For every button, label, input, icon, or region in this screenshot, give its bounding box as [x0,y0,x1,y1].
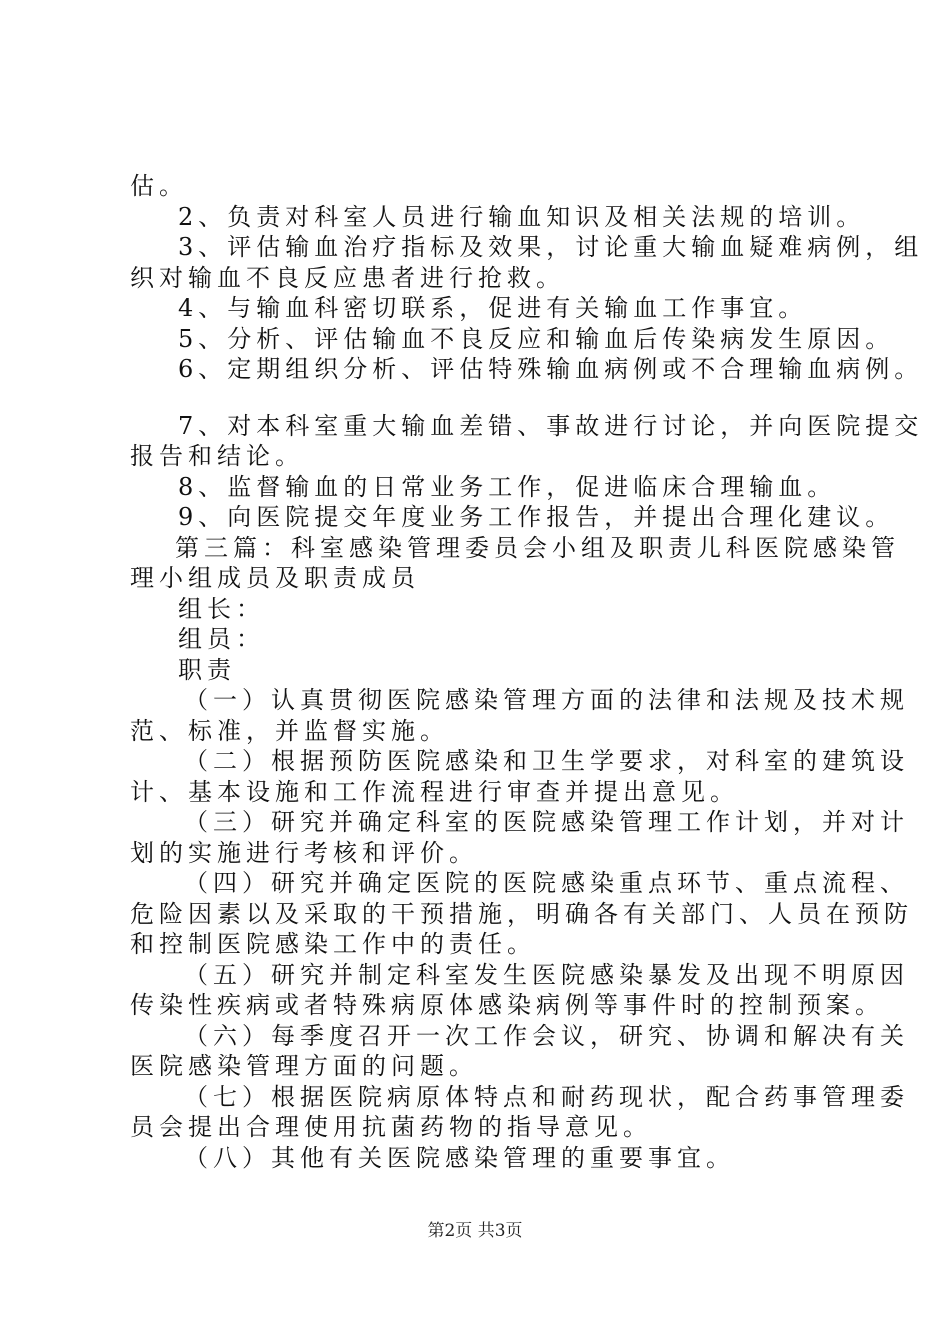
text-line: 9、向医院提交年度业务工作报告，并提出合理化建议。 [178,503,895,531]
text-line: 5、分析、评估输血不良反应和输血后传染病发生原因。 [178,324,895,353]
text-line: 7、对本科室重大输血差错、事故进行讨论，并向医院提交 [178,411,924,440]
text-line: 危险因素以及采取的干预措施，明确各有关部门、人员在预防 [130,899,913,928]
text-line: （五）研究并制定科室发生医院感染暴发及出现不明原因 [184,960,909,989]
text-line: 2、负责对科室人员进行输血知识及相关法规的培训。 [178,202,866,231]
page-footer: 第2页 共3页 [427,1221,523,1241]
text-line: （八）其他有关医院感染管理的重要事宜。 [184,1143,735,1172]
text-line: 组员： [178,625,265,653]
text-line: 计、基本设施和工作流程进行审查并提出意见。 [130,777,739,806]
text-line: 4、与输血科密切联系，促进有关输血工作事宜。 [178,294,808,322]
text-line: 织对输血不良反应患者进行抢救。 [130,263,565,292]
text-line: 报告和结论。 [130,442,304,470]
text-line: 划的实施进行考核和评价。 [130,838,478,867]
text-line: 和控制医院感染工作中的责任。 [130,930,536,958]
text-line: 估。 [130,172,188,200]
text-line: （四）研究并确定医院的医院感染重点环节、重点流程、 [184,869,909,897]
section-heading: 理小组成员及职责成员 [130,564,420,592]
text-line: 6、定期组织分析、评估特殊输血病例或不合理输血病例。 [178,355,924,383]
text-line: 员会提出合理使用抗菌药物的指导意见。 [130,1113,652,1141]
text-line: （六）每季度召开一次工作会议，研究、协调和解决有关 [184,1021,909,1050]
text-line: （一）认真贯彻医院感染管理方面的法律和法规及技术规 [184,686,909,714]
section-heading: 第三篇：科室感染管理委员会小组及职责儿科医院感染管 [175,533,900,562]
text-line: 医院感染管理方面的问题。 [130,1052,478,1080]
text-line: 8、监督输血的日常业务工作，促进临床合理输血。 [178,472,837,501]
document-body [130,171,924,1173]
text-line: （二）根据预防医院感染和卫生学要求，对科室的建筑设 [184,747,909,775]
text-line: 3、评估输血治疗指标及效果，讨论重大输血疑难病例，组 [178,233,924,261]
text-line: 传染性疾病或者特殊病原体感染病例等事件时的控制预案。 [130,991,884,1019]
text-line: 职责 [178,655,236,684]
text-line: 组长： [178,594,265,623]
text-line: （三）研究并确定科室的医院感染管理工作计划，并对计 [184,808,909,836]
text-line: 范、标准，并监督实施。 [130,716,449,745]
text-line: （七）根据医院病原体特点和耐药现状，配合药事管理委 [184,1082,909,1111]
